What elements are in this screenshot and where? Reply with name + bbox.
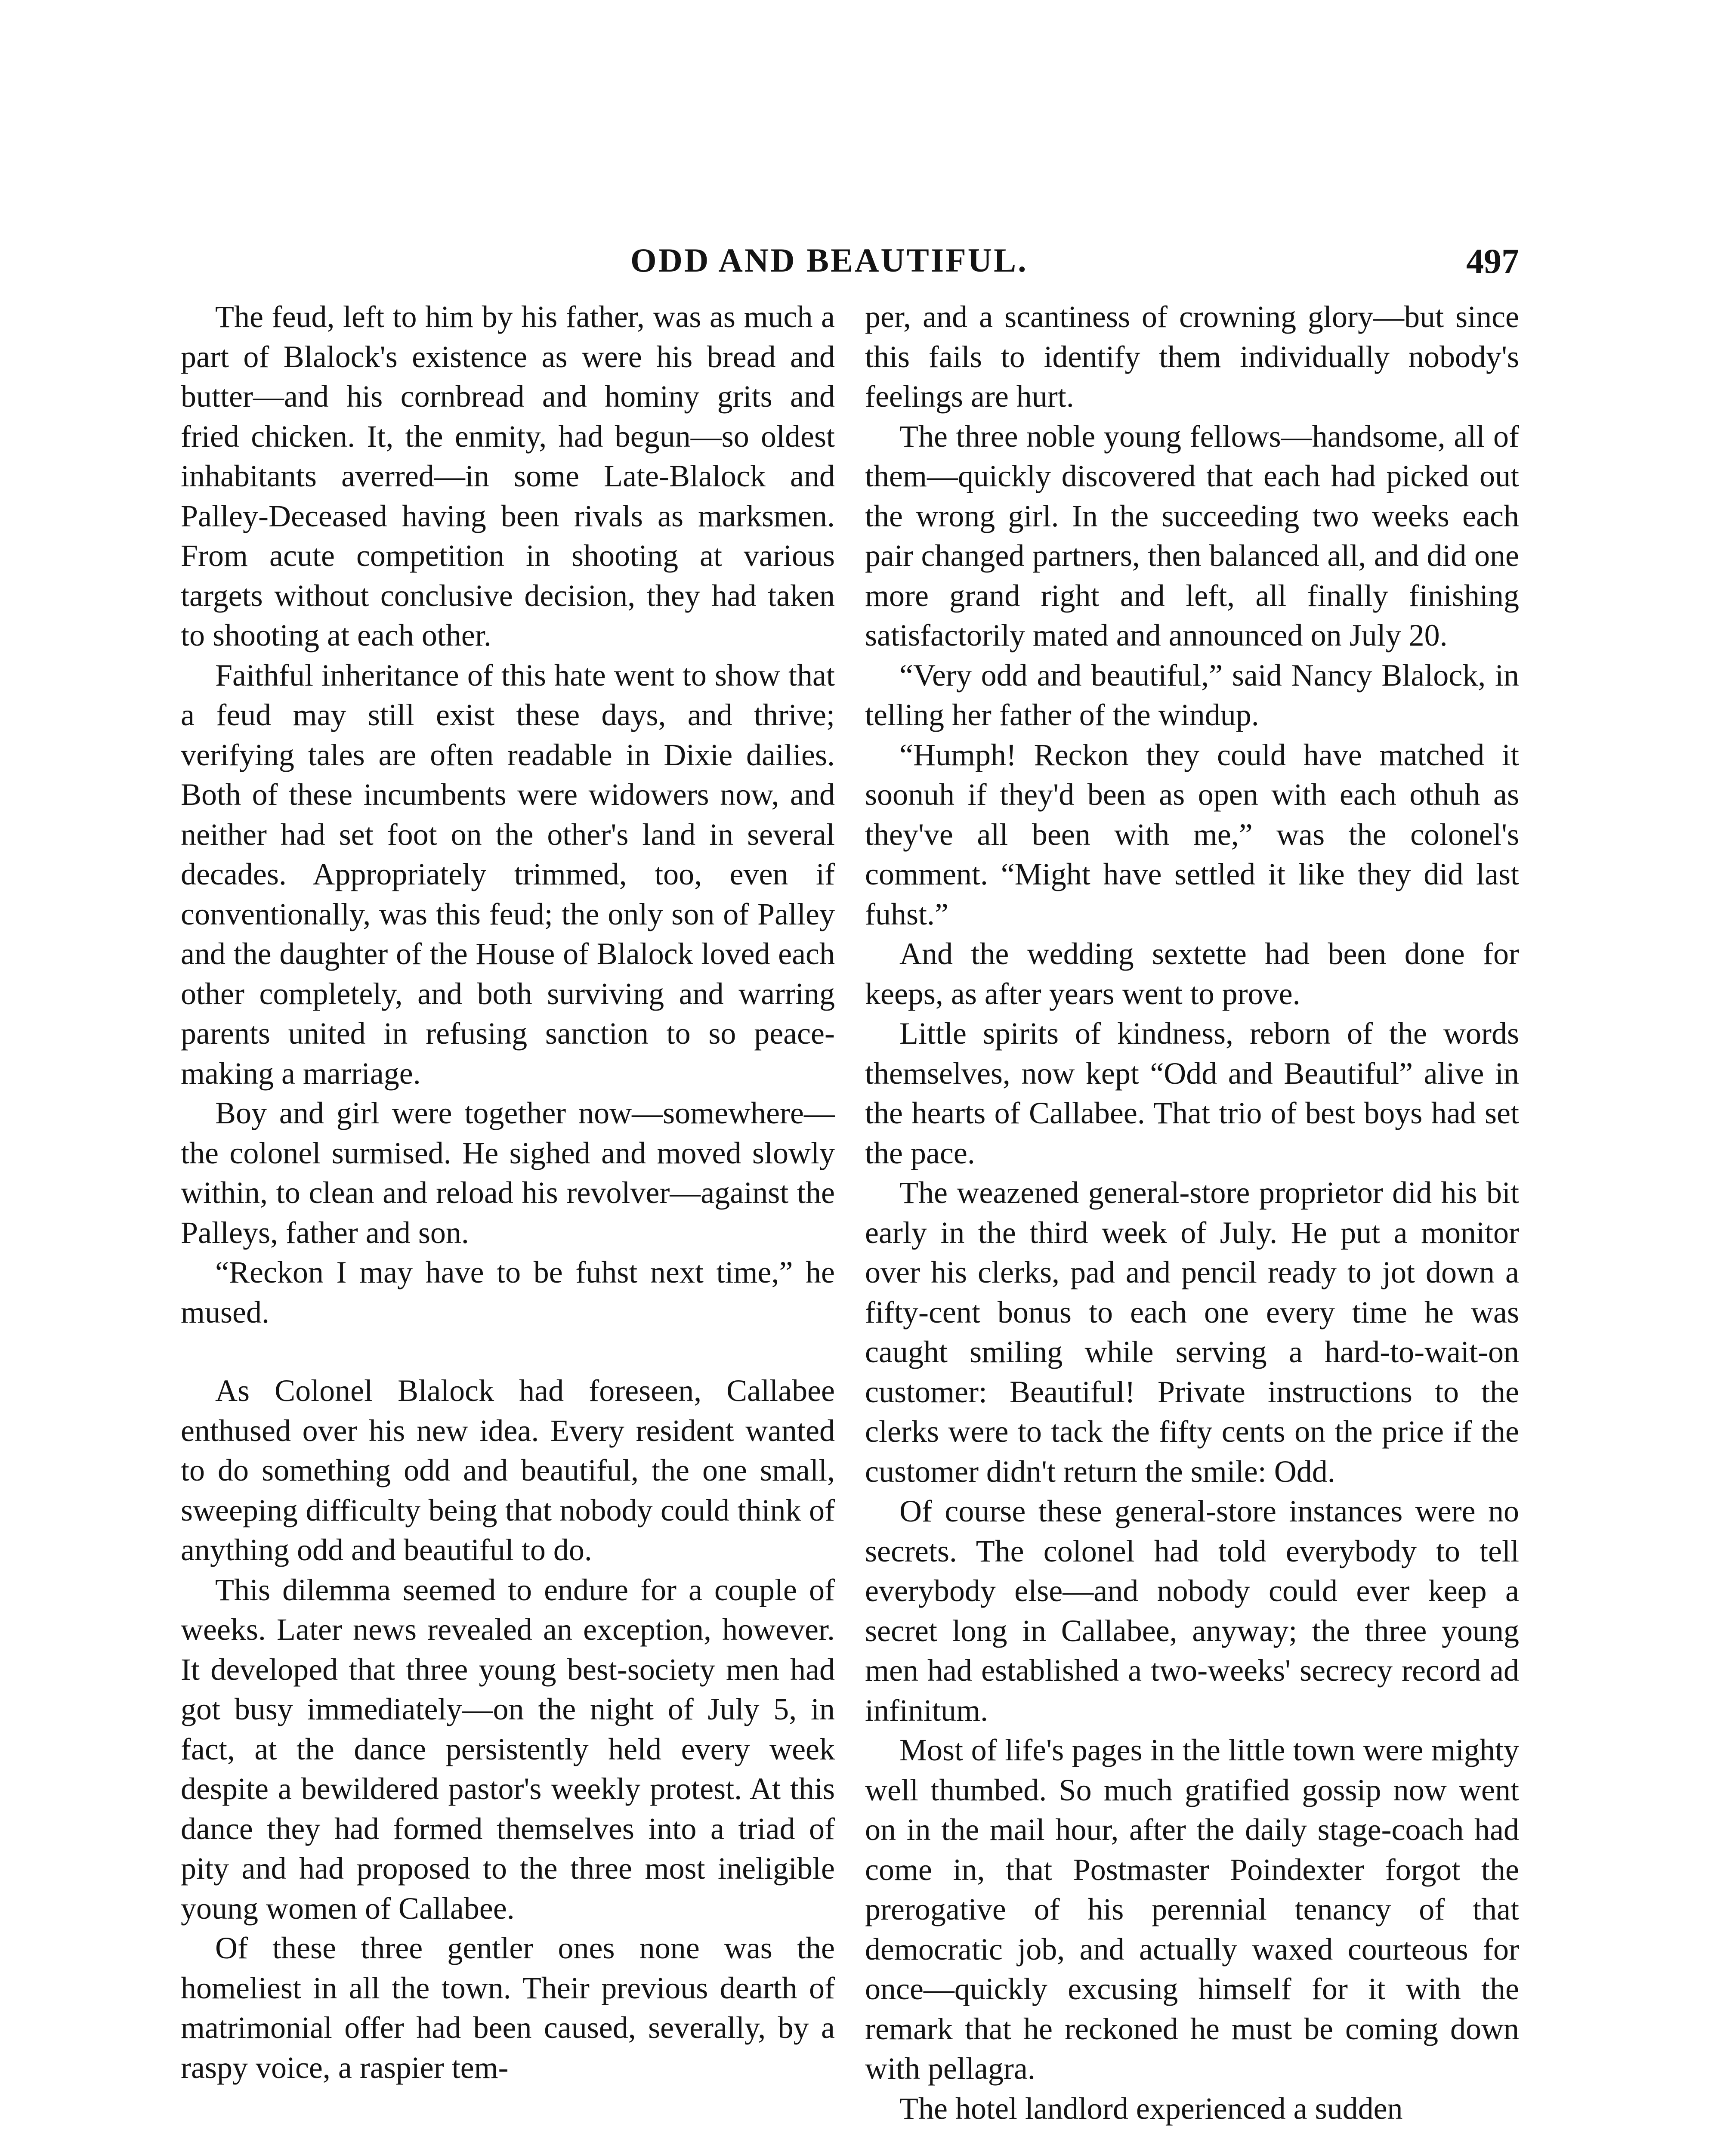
running-header <box>181 241 1519 293</box>
paragraph: Faithful inheritance of this hate went to show that a feud may still exist these days, and thrive; verifying tales are often readable in Dixie dailies. Both of these incumbents were widowers now, and neither had set foot on the other's land in several decades. Appropriately trimmed, too, even if conventionally, was this feud; the only son of Palley and the daughter of the House of Blalock loved each other completely, and both surviving and warring parents united in refusing sanction to so peace-making a marriage. <box>181 658 835 1091</box>
left-column <box>181 297 835 2087</box>
paragraph: “Very odd and beautiful,” said Nancy Blalock, in telling her father of the windup. <box>865 658 1519 732</box>
paragraph: And the wedding sextette had been done for keeps, as after years went to prove. <box>865 937 1519 1011</box>
paragraph: This dilemma seemed to endure for a couple of weeks. Later news revealed an exception, however. It developed that three young best-society men had got busy immediately—on the night of July 5, in fact, at the dance persistently held every week despite a bewildered pastor's weekly protest. At this dance they had formed themselves into a triad of pity and had proposed to the three most ineligible young women of Callabee. <box>181 1572 835 1926</box>
paragraph: “Humph! Reckon they could have matched it soonuh if they'd been as open with each othuh as they've all been with me,” was the colonel's comment. “Might have settled it like they did last fuhst.” <box>865 737 1519 931</box>
paragraph: The hotel landlord experienced a sudden <box>899 2091 1403 2126</box>
paragraph: Most of life's pages in the little town were mighty well thumbed. So much gratified gossip now went on in the mail hour, after the daily stage-coach had come in, that Postmaster Poindexter forgot the prerogative of his perennial tenancy of that democratic job, and actually waxed courteous for once—quickly excusing himself for it with the remark that he reckoned he must be coming down with pellagra. <box>865 1733 1519 2086</box>
paragraph: “Reckon I may have to be fuhst next time,” he mused. <box>181 1255 835 1330</box>
page-number: 497 <box>1466 241 1519 281</box>
right-column <box>865 297 1519 2128</box>
paragraph: Boy and girl were together now—somewhere—the colonel surmised. He sighed and moved slowly within, to clean and reload his revolver—against the Palleys, father and son. <box>181 1096 835 1250</box>
paragraph: The weazened general-store proprietor did his bit early in the third week of July. He put a monitor over his clerks, pad and pencil ready to jot down a fifty-cent bonus to each one every time he was caught smiling while serving a hard-to-wait-on customer: Beautiful! Private instructions to the clerks were to tack the fifty cents on the price if the customer didn't return the smile: Odd. <box>865 1175 1519 1489</box>
paragraph: Of course these general-store instances were no secrets. The colonel had told everybody to tell everybody else—and nobody could ever keep a secret long in Callabee, anyway; the three young men had established a two-weeks' secrecy record ad infinitum. <box>865 1494 1519 1728</box>
paragraph: Little spirits of kindness, reborn of the words themselves, now kept “Odd and Beautiful” alive in the hearts of Callabee. That trio of best boys had set the pace. <box>865 1016 1519 1170</box>
paragraph: As Colonel Blalock had foreseen, Callabee enthused over his new idea. Every resident wanted to do something odd and beautiful, the one small, sweeping difficulty being that nobody could think of anything odd and beautiful to do. <box>181 1373 835 1567</box>
running-title: ODD AND BEAUTIFUL. <box>630 241 1028 279</box>
paragraph: The feud, left to him by his father, was as much a part of Blalock's existence as were his bread and butter—and his cornbread and hominy grits and fried chicken. It, the enmity, had begun—so oldest inhabitants averred—in some Late-Blalock and Palley-Deceased having been rivals as marksmen. From acute competition in shooting at various targets without conclusive decision, they had taken to shooting at each other. <box>181 300 835 652</box>
paragraph: per, and a scantiness of crowning glory—but since this fails to identify them individually nobody's feelings are hurt. <box>865 300 1519 414</box>
paragraph: Of these three gentler ones none was the homeliest in all the town. Their previous dearth of matrimonial offer had been caused, severally, by a raspy voice, a raspier tem- <box>181 1931 835 2085</box>
paragraph: The three noble young fellows—handsome, all of them—quickly discovered that each had picked out the wrong girl. In the succeeding two weeks each pair changed partners, then balanced all, and did one more grand right and left, all finally finishing satisfactorily mated and announced on July 20. <box>865 419 1519 652</box>
